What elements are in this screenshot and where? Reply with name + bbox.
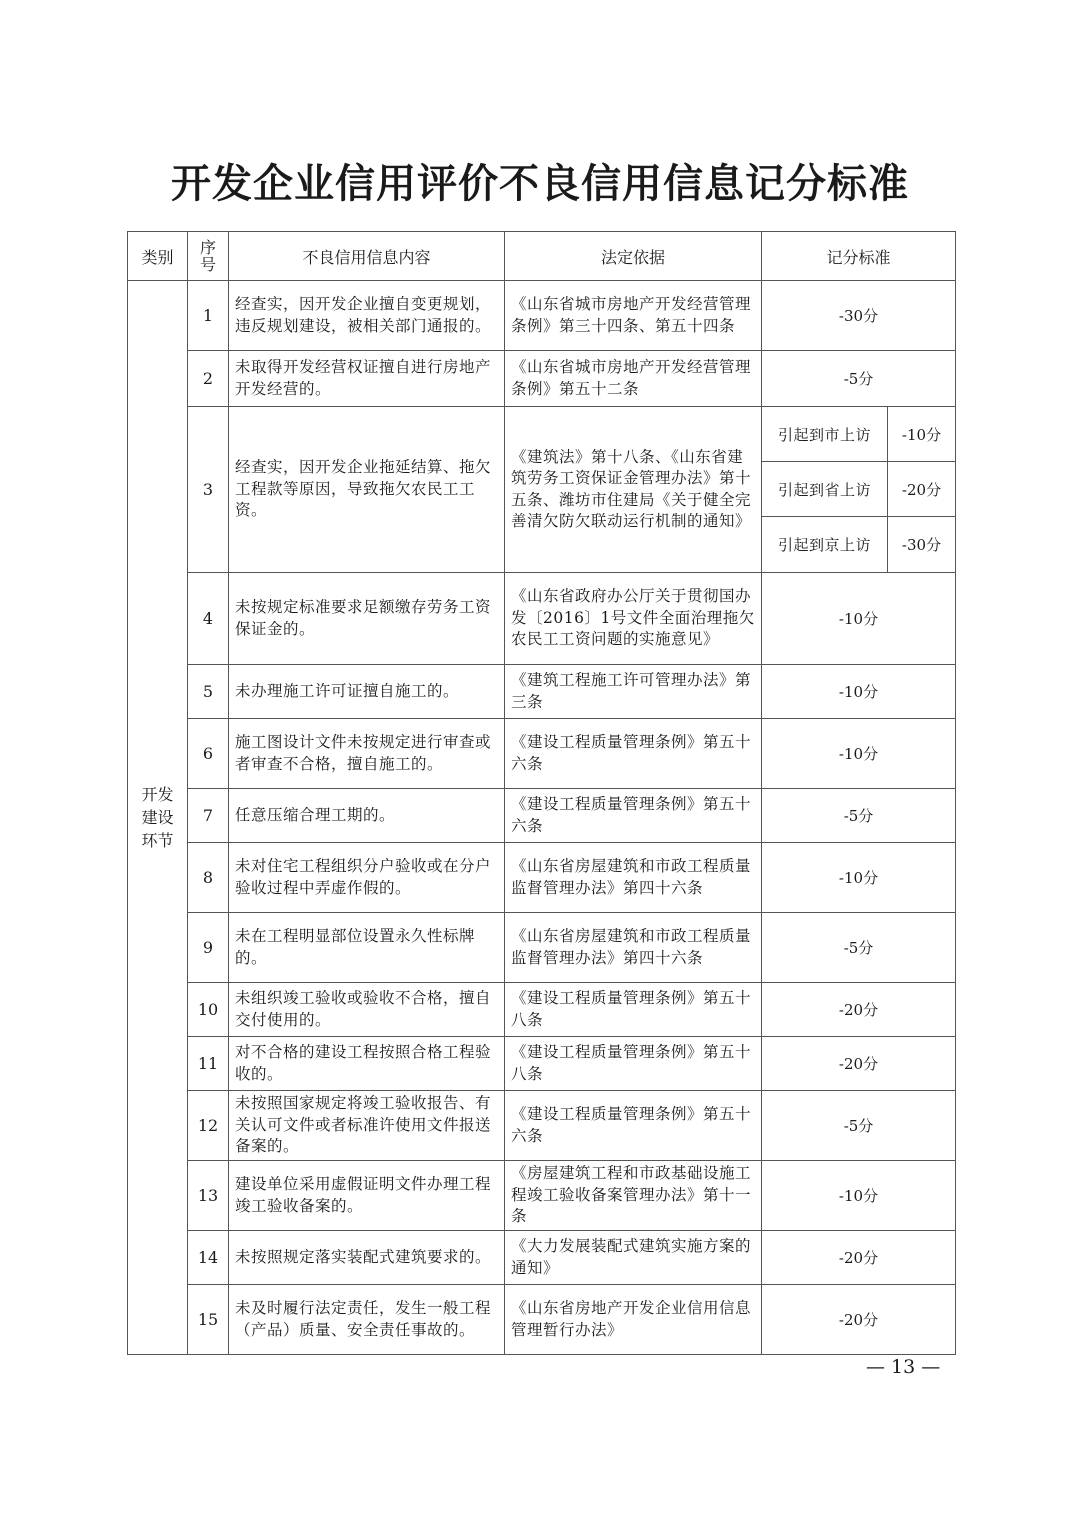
row-content: 对不合格的建设工程按照合格工程验收的。 <box>229 1037 505 1091</box>
table-row <box>128 407 956 462</box>
table-row <box>128 1285 956 1355</box>
table-row <box>128 1091 956 1161</box>
row-number: 10 <box>188 983 229 1037</box>
row-score: -10分 <box>762 719 956 789</box>
table-row <box>128 913 956 983</box>
row-content: 未按照规定落实装配式建筑要求的。 <box>229 1231 505 1285</box>
row-score: -20分 <box>762 983 956 1037</box>
header-basis: 法定依据 <box>505 232 762 281</box>
row-content: 未按规定标准要求足额缴存劳务工资保证金的。 <box>229 573 505 665</box>
row-basis: 《山东省政府办公厅关于贯彻国办发〔2016〕1号文件全面治理拖欠农民工工资问题的实施意见》 <box>505 573 762 665</box>
row-number: 5 <box>188 665 229 719</box>
sub-condition-label: 引起到京上访 <box>762 517 888 573</box>
sub-condition-score: -30分 <box>888 517 956 573</box>
table-row <box>128 1161 956 1231</box>
table-row <box>128 719 956 789</box>
row-number: 13 <box>188 1161 229 1231</box>
table-row <box>128 789 956 843</box>
row-score: -20分 <box>762 1231 956 1285</box>
row-content: 未在工程明显部位设置永久性标牌的。 <box>229 913 505 983</box>
page-title: 开发企业信用评价不良信用信息记分标准 <box>171 161 909 207</box>
row-number: 7 <box>188 789 229 843</box>
table-row <box>128 843 956 913</box>
table-row <box>128 351 956 407</box>
row-basis: 《建设工程质量管理条例》第五十八条 <box>505 983 762 1037</box>
row-content: 经查实，因开发企业擅自变更规划，违反规划建设，被相关部门通报的。 <box>229 281 505 351</box>
row-content: 未取得开发经营权证擅自进行房地产开发经营的。 <box>229 351 505 407</box>
row-basis: 《建设工程质量管理条例》第五十六条 <box>505 1091 762 1161</box>
row-basis: 《房屋建筑工程和市政基础设施工程竣工验收备案管理办法》第十一条 <box>505 1161 762 1231</box>
header-row <box>128 232 956 281</box>
row-basis: 《山东省房屋建筑和市政工程质量监督管理办法》第四十六条 <box>505 843 762 913</box>
row-score: -10分 <box>762 843 956 913</box>
table-row <box>128 573 956 665</box>
row-basis: 《山东省房屋建筑和市政工程质量监督管理办法》第四十六条 <box>505 913 762 983</box>
row-number: 1 <box>188 281 229 351</box>
page-number: — 13 — <box>866 1356 941 1378</box>
row-score: -10分 <box>762 665 956 719</box>
row-basis: 《建设工程质量管理条例》第五十六条 <box>505 789 762 843</box>
row-score: -30分 <box>762 281 956 351</box>
row-content: 未按照国家规定将竣工验收报告、有关认可文件或者标准许使用文件报送备案的。 <box>229 1091 505 1161</box>
row-content: 施工图设计文件未按规定进行审查或者审查不合格，擅自施工的。 <box>229 719 505 789</box>
row-number: 9 <box>188 913 229 983</box>
table-row <box>128 1231 956 1285</box>
row-number: 3 <box>188 407 229 573</box>
row-content: 任意压缩合理工期的。 <box>229 789 505 843</box>
header-category: 类别 <box>128 232 188 281</box>
row-number: 12 <box>188 1091 229 1161</box>
row-number: 15 <box>188 1285 229 1355</box>
header-score: 记分标准 <box>762 232 956 281</box>
row-number: 2 <box>188 351 229 407</box>
row-content: 经查实，因开发企业拖延结算、拖欠工程款等原因，导致拖欠农民工工资。 <box>229 407 505 573</box>
sub-condition-label: 引起到市上访 <box>762 407 888 462</box>
row-score: -5分 <box>762 913 956 983</box>
row-content: 未及时履行法定责任，发生一般工程（产品）质量、安全责任事故的。 <box>229 1285 505 1355</box>
row-content: 建设单位采用虚假证明文件办理工程竣工验收备案的。 <box>229 1161 505 1231</box>
header-seq: 序号 <box>188 232 229 281</box>
sub-condition-label: 引起到省上访 <box>762 462 888 517</box>
row-basis: 《山东省城市房地产开发经营管理条例》第三十四条、第五十四条 <box>505 281 762 351</box>
row-score: -10分 <box>762 1161 956 1231</box>
header-content: 不良信用信息内容 <box>229 232 505 281</box>
row-basis: 《建设工程质量管理条例》第五十六条 <box>505 719 762 789</box>
row-score: -5分 <box>762 351 956 407</box>
sub-condition-score: -10分 <box>888 407 956 462</box>
row-number: 14 <box>188 1231 229 1285</box>
table-row <box>128 1037 956 1091</box>
row-score: -5分 <box>762 789 956 843</box>
row-score: -10分 <box>762 573 956 665</box>
row-score: -20分 <box>762 1037 956 1091</box>
row-score: -5分 <box>762 1091 956 1161</box>
table-row <box>128 665 956 719</box>
row-number: 6 <box>188 719 229 789</box>
row-basis: 《山东省房地产开发企业信用信息管理暂行办法》 <box>505 1285 762 1355</box>
row-basis: 《建设工程质量管理条例》第五十八条 <box>505 1037 762 1091</box>
sub-condition-score: -20分 <box>888 462 956 517</box>
category-cell <box>128 281 188 1355</box>
row-number: 4 <box>188 573 229 665</box>
table-row <box>128 281 956 351</box>
row-score: -20分 <box>762 1285 956 1355</box>
row-basis: 《大力发展装配式建筑实施方案的通知》 <box>505 1231 762 1285</box>
row-number: 11 <box>188 1037 229 1091</box>
row-content: 未办理施工许可证擅自施工的。 <box>229 665 505 719</box>
category-label: 开发建设环节 <box>141 785 174 850</box>
row-number: 8 <box>188 843 229 913</box>
table-row <box>128 983 956 1037</box>
row-basis: 《建筑法》第十八条、《山东省建筑劳务工资保证金管理办法》第十五条、潍坊市住建局《关于健全完善清欠防欠联动运行机制的通知》 <box>505 407 762 573</box>
row-content: 未组织竣工验收或验收不合格，擅自交付使用的。 <box>229 983 505 1037</box>
row-basis: 《建筑工程施工许可管理办法》第三条 <box>505 665 762 719</box>
scoring-table <box>127 231 956 1355</box>
row-basis: 《山东省城市房地产开发经营管理条例》第五十二条 <box>505 351 762 407</box>
row-content: 未对住宅工程组织分户验收或在分户验收过程中弄虚作假的。 <box>229 843 505 913</box>
